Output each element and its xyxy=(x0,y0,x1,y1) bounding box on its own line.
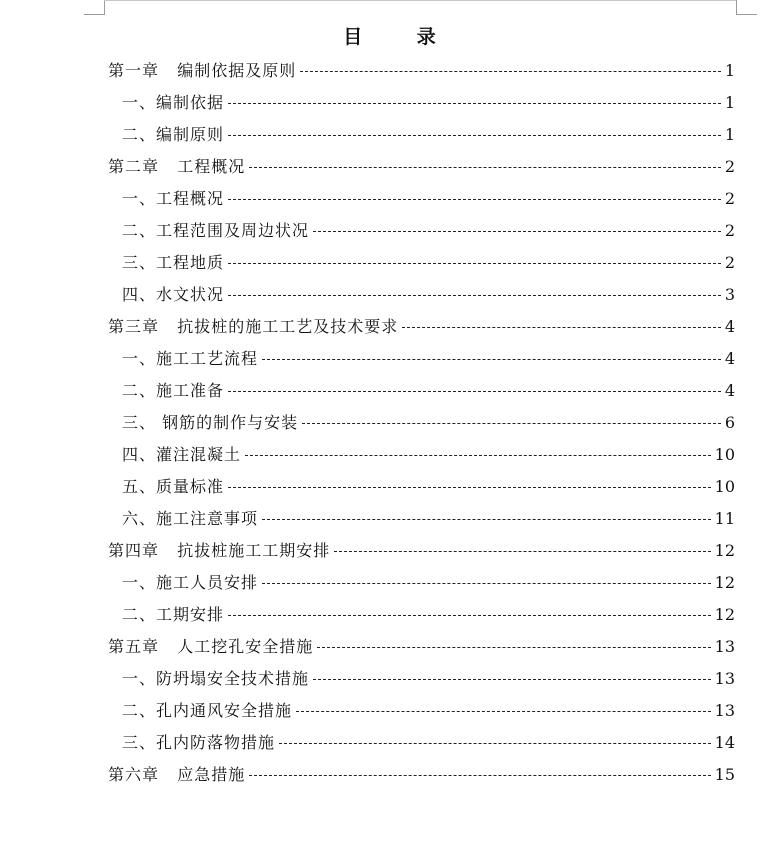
toc-section-entry[interactable] xyxy=(108,727,735,759)
toc-entry-label: 二、工程范围及周边状况 xyxy=(122,221,310,240)
toc-chapter-entry[interactable] xyxy=(108,759,735,791)
toc-leader-line xyxy=(262,358,721,360)
toc-leader-line xyxy=(228,198,721,200)
toc-page-number: 11 xyxy=(714,509,735,528)
toc-section-entry[interactable] xyxy=(108,439,735,471)
toc-chapter-entry[interactable] xyxy=(108,151,735,183)
toc-leader-line xyxy=(334,550,710,552)
toc-entry-label: 第六章 应急措施 xyxy=(108,765,246,784)
toc-leader-line xyxy=(262,518,711,520)
toc-page-number: 2 xyxy=(724,253,735,272)
toc-leader-line xyxy=(313,678,711,680)
toc-leader-line xyxy=(300,70,721,72)
toc-page-number: 13 xyxy=(714,637,735,656)
toc-entry-label: 五、质量标准 xyxy=(122,477,225,496)
toc-entry-label: 一、防坍塌安全技术措施 xyxy=(122,669,310,688)
toc-page-number: 13 xyxy=(714,669,735,688)
toc-leader-line xyxy=(228,486,711,488)
toc-entry-label: 二、孔内通风安全措施 xyxy=(122,701,293,720)
page-top-edge xyxy=(104,0,736,3)
toc-entry-label: 四、灌注混凝土 xyxy=(122,445,242,464)
toc-page-number: 14 xyxy=(714,733,735,752)
toc-entry-label: 二、工期安排 xyxy=(122,605,225,624)
toc-leader-line xyxy=(245,454,711,456)
toc-chapter-entry[interactable] xyxy=(108,55,735,87)
toc-entry-label: 六、施工注意事项 xyxy=(122,509,259,528)
toc-leader-line xyxy=(228,294,721,296)
toc-leader-line xyxy=(296,710,711,712)
toc-section-entry[interactable] xyxy=(108,215,735,247)
toc-leader-line xyxy=(317,646,710,648)
toc-leader-line xyxy=(402,326,721,328)
toc-section-entry[interactable] xyxy=(108,279,735,311)
toc-title: 目 录 xyxy=(343,26,460,48)
toc-section-entry[interactable] xyxy=(108,663,735,695)
toc-page-number: 12 xyxy=(714,605,735,624)
toc-section-entry[interactable] xyxy=(108,375,735,407)
toc-page-number: 2 xyxy=(724,221,735,240)
toc-entry-label: 第三章 抗拔桩的施工工艺及技术要求 xyxy=(108,317,399,336)
toc-page-number: 4 xyxy=(724,317,735,336)
toc-section-entry[interactable] xyxy=(108,695,735,727)
toc-entry-label: 一、工程概况 xyxy=(122,189,225,208)
toc-page-number: 12 xyxy=(714,573,735,592)
toc-page-number: 2 xyxy=(724,189,735,208)
toc-leader-line xyxy=(302,422,721,424)
toc-leader-line xyxy=(262,582,711,584)
toc-leader-line xyxy=(228,134,721,136)
toc-section-entry[interactable] xyxy=(108,183,735,215)
toc-leader-line xyxy=(249,166,721,168)
toc-chapter-entry[interactable] xyxy=(108,311,735,343)
toc-page-number: 15 xyxy=(714,765,735,784)
toc-page-number: 10 xyxy=(714,477,735,496)
toc-page-number: 4 xyxy=(724,381,735,400)
toc-page-number: 12 xyxy=(714,541,735,560)
toc-leader-line xyxy=(228,102,721,104)
toc-entry-label: 一、施工人员安排 xyxy=(122,573,259,592)
toc-leader-line xyxy=(279,742,711,744)
toc-entry-label: 三、孔内防落物措施 xyxy=(122,733,276,752)
toc-entry-label: 三、 钢筋的制作与安装 xyxy=(122,413,299,432)
toc-entry-label: 第五章 人工挖孔安全措施 xyxy=(108,637,314,656)
toc-section-entry[interactable] xyxy=(108,599,735,631)
table-of-contents xyxy=(108,55,735,791)
toc-section-entry[interactable] xyxy=(108,87,735,119)
toc-page-number: 6 xyxy=(724,413,735,432)
toc-chapter-entry[interactable] xyxy=(108,631,735,663)
toc-entry-label: 三、工程地质 xyxy=(122,253,225,272)
toc-section-entry[interactable] xyxy=(108,247,735,279)
toc-entry-label: 第四章 抗拔桩施工工期安排 xyxy=(108,541,331,560)
toc-section-entry[interactable] xyxy=(108,119,735,151)
page-corner-mark xyxy=(84,0,105,15)
toc-page-number: 13 xyxy=(714,701,735,720)
toc-entry-label: 一、施工工艺流程 xyxy=(122,349,259,368)
toc-entry-label: 一、编制依据 xyxy=(122,93,225,112)
toc-page-number: 1 xyxy=(724,61,735,80)
toc-chapter-entry[interactable] xyxy=(108,535,735,567)
toc-page-number: 4 xyxy=(724,349,735,368)
toc-leader-line xyxy=(313,230,721,232)
toc-page-number: 1 xyxy=(724,93,735,112)
toc-page-number: 2 xyxy=(724,157,735,176)
toc-section-entry[interactable] xyxy=(108,407,735,439)
toc-leader-line xyxy=(228,614,711,616)
toc-section-entry[interactable] xyxy=(108,471,735,503)
toc-leader-line xyxy=(249,774,710,776)
toc-leader-line xyxy=(228,262,721,264)
toc-page-number: 3 xyxy=(724,285,735,304)
toc-section-entry[interactable] xyxy=(108,343,735,375)
toc-page-number: 10 xyxy=(714,445,735,464)
toc-entry-label: 四、水文状况 xyxy=(122,285,225,304)
toc-page-number: 1 xyxy=(724,125,735,144)
toc-leader-line xyxy=(228,390,721,392)
toc-entry-label: 第一章 编制依据及原则 xyxy=(108,61,297,80)
page-corner-mark xyxy=(736,0,757,15)
toc-section-entry[interactable] xyxy=(108,567,735,599)
toc-entry-label: 二、施工准备 xyxy=(122,381,225,400)
toc-entry-label: 第二章 工程概况 xyxy=(108,157,246,176)
toc-entry-label: 二、编制原则 xyxy=(122,125,225,144)
toc-section-entry[interactable] xyxy=(108,503,735,535)
